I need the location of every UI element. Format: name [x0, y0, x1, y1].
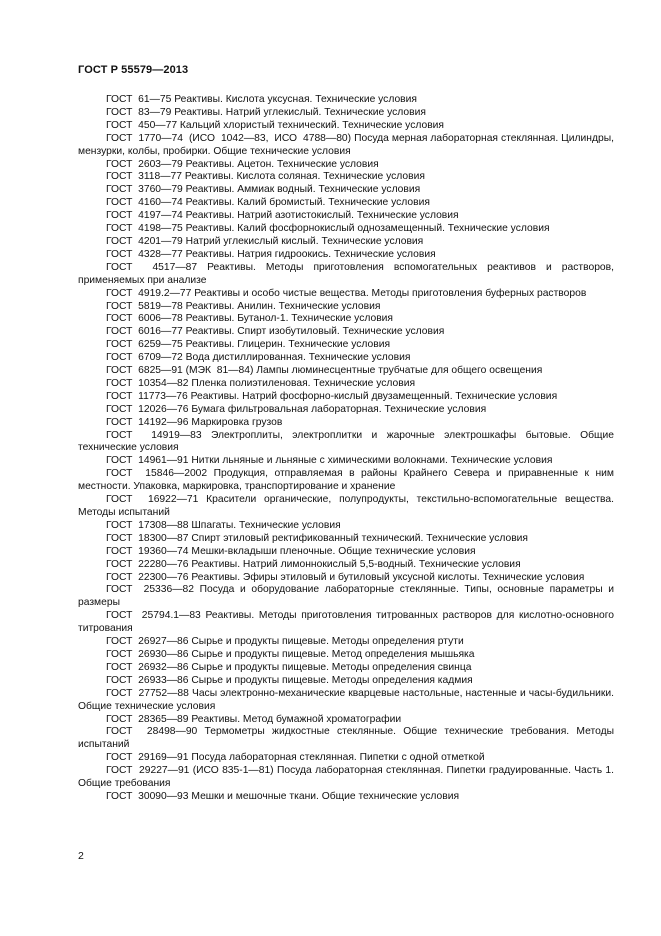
reference-title: Лампы люминесцентные трубчатые для общего освещения [256, 365, 543, 377]
reference-code: ГОСТ 4198—75 [106, 223, 183, 235]
reference-code: ГОСТ 26927—86 [106, 636, 189, 648]
reference-code: ГОСТ 28365—89 [106, 713, 189, 725]
reference-entry [78, 791, 614, 804]
reference-code: ГОСТ 14919—83 [106, 429, 202, 441]
reference-title: Спирт этиловый ректификованный технический. Технические условия [191, 532, 528, 544]
reference-entry [78, 752, 614, 765]
reference-title: Посуда мерная лабораторная стеклянная. Цилиндры, мензурки, колбы, пробирки. Общие технические условия [78, 132, 614, 157]
reference-entry [78, 714, 614, 727]
reference-title: Сырье и продукты пищевые. Методы определения ртути [191, 636, 464, 648]
reference-code: ГОСТ 27752—88 [106, 687, 189, 699]
reference-code: ГОСТ 17308—88 [106, 519, 189, 531]
reference-entry [78, 546, 614, 559]
reference-code: ГОСТ 25336—82 [106, 584, 194, 596]
reference-title: Реактивы. Ацетон. Технические условия [185, 158, 379, 170]
reference-entry [78, 455, 614, 468]
reference-code: ГОСТ 1770—74 (ИСО 1042—83, ИСО 4788—80) [106, 132, 352, 144]
reference-entry [78, 352, 614, 365]
reference-entry [78, 649, 614, 662]
reference-code: ГОСТ 22300—76 [106, 571, 189, 583]
reference-title: Реактивы. Анилин. Технические условия [185, 300, 381, 312]
reference-entry [78, 365, 614, 378]
reference-code: ГОСТ 4919.2—77 [106, 287, 192, 299]
reference-code: ГОСТ 4517—87 [106, 261, 198, 273]
reference-entry [78, 339, 614, 352]
reference-title: Реактивы. Кислота уксусная. Технические условия [174, 94, 417, 105]
reference-title: Реактивы и особо чистые вещества. Методы приготовления буферных растворов [194, 287, 587, 299]
reference-entry [78, 494, 614, 520]
reference-title: Кальций хлористый технический. Технические условия [179, 119, 445, 131]
reference-title: Мешки-вкладыши пленочные. Общие технические условия [191, 545, 476, 557]
reference-entry [78, 404, 614, 417]
reference-title: Реактивы. Калий бромистый. Технические условия [185, 197, 430, 209]
reference-code: ГОСТ 3760—79 [106, 184, 183, 196]
reference-code: ГОСТ 4328—77 [106, 248, 183, 260]
reference-entry [78, 197, 614, 210]
reference-entry [78, 326, 614, 339]
reference-entry [78, 584, 614, 610]
reference-entry [78, 120, 614, 133]
reference-code: ГОСТ 6709—72 [106, 352, 183, 364]
reference-code: ГОСТ 10354—82 [106, 377, 189, 389]
reference-title: Маркировка грузов [191, 416, 283, 428]
reference-title: Сырье и продукты пищевые. Методы определения кадмия [191, 674, 473, 686]
reference-code: ГОСТ 11773—76 [106, 390, 188, 402]
reference-code: ГОСТ 6016—77 [106, 326, 183, 338]
reference-title: Шпагаты. Технические условия [191, 519, 341, 531]
reference-title: Реактивы. Натрий углекислый. Технические условия [174, 106, 426, 118]
reference-entry [78, 688, 614, 714]
reference-title: Реактивы. Глицерин. Технические условия [185, 339, 391, 351]
reference-code: ГОСТ 450—77 [106, 119, 178, 131]
reference-code: ГОСТ 30090—93 [106, 790, 189, 802]
reference-entry [78, 430, 614, 456]
reference-title: Реактивы. Кислота соляная. Технические условия [184, 171, 425, 183]
reference-title: Продукция, отправляемая в районы Крайнего Севера и приравненные к ним местности. Упаковка, маркировка, транспортирование и хранение [78, 468, 614, 493]
reference-entry [78, 417, 614, 430]
reference-entry [78, 765, 614, 791]
reference-code: ГОСТ 6006—78 [106, 313, 183, 325]
reference-code: ГОСТ 28498—90 [106, 726, 198, 738]
reference-title: Термометры жидкостные стеклянные. Общие технические требования. Методы испытаний [78, 726, 614, 751]
reference-code: ГОСТ 14961—91 [106, 455, 189, 467]
reference-code: ГОСТ 83—79 [106, 106, 172, 118]
reference-code: ГОСТ 4160—74 [106, 197, 183, 209]
reference-code: ГОСТ 29169—91 [106, 752, 189, 764]
reference-title: Реактивы. Натрия гидроокись. Технические условия [185, 248, 436, 260]
reference-code: ГОСТ 26930—86 [106, 648, 189, 660]
normative-references-list [78, 94, 614, 804]
reference-entry [78, 675, 614, 688]
reference-title: Реактивы. Методы приготовления вспомогательных реактивов и растворов, применяемых при анализе [78, 261, 614, 286]
reference-entry [78, 726, 614, 752]
reference-code: ГОСТ 12026—76 [106, 403, 189, 415]
reference-title: Реактивы. Эфиры этиловый и бутиловый уксусной кислоты. Технические условия [191, 571, 585, 583]
reference-code: ГОСТ 4197—74 [106, 210, 183, 222]
reference-entry [78, 210, 614, 223]
reference-code: ГОСТ 22280—76 [106, 558, 189, 570]
reference-title: Бумага фильтровальная лабораторная. Технические условия [191, 403, 487, 415]
reference-entry [78, 520, 614, 533]
reference-code: ГОСТ 25794.1—83 [106, 610, 201, 622]
reference-entry [78, 133, 614, 159]
reference-entry [78, 249, 614, 262]
reference-title: Вода дистиллированная. Технические условия [185, 352, 411, 364]
reference-entry [78, 636, 614, 649]
reference-code: ГОСТ 19360—74 [106, 545, 189, 557]
document-header: ГОСТ Р 55579—2013 [78, 64, 189, 76]
reference-code: ГОСТ 26933—86 [106, 674, 189, 686]
reference-title: Посуда лабораторная стеклянная. Пипетки градуированные. Часть 1. Общие требования [78, 765, 614, 790]
reference-title: Реактивы. Методы приготовления титрованных растворов для кислотно-основного титрования [78, 610, 614, 635]
reference-entry [78, 159, 614, 172]
reference-code: ГОСТ 26932—86 [106, 661, 189, 673]
reference-entry [78, 533, 614, 546]
reference-entry [78, 223, 614, 236]
reference-title: Реактивы. Калий фосфорнокислый однозамещенный. Технические условия [185, 223, 550, 235]
reference-entry [78, 572, 614, 585]
reference-entry [78, 559, 614, 572]
reference-title: Электроплиты, электроплитки и жарочные электрошкафы бытовые. Общие технические условия [78, 429, 614, 454]
reference-code: ГОСТ 61—75 [106, 94, 172, 105]
reference-code: ГОСТ 29227—91 (ИСО 835-1—81) [106, 765, 274, 777]
reference-entry [78, 378, 614, 391]
reference-entry [78, 184, 614, 197]
page-number: 2 [78, 850, 84, 862]
reference-code: ГОСТ 4201—79 [106, 235, 183, 247]
reference-code: ГОСТ 3118—77 [106, 171, 183, 183]
reference-entry [78, 94, 614, 107]
reference-code: ГОСТ 15846—2002 [106, 468, 208, 480]
reference-title: Реактивы. Натрий азотистокислый. Технические условия [185, 210, 459, 222]
reference-entry [78, 301, 614, 314]
reference-entry [78, 236, 614, 249]
reference-title: Реактивы. Спирт изобутиловый. Технические условия [185, 326, 445, 338]
reference-title: Реактивы. Бутанол-1. Технические условия [185, 313, 393, 325]
reference-code: ГОСТ 18300—87 [106, 532, 189, 544]
reference-entry [78, 171, 614, 184]
reference-title: Реактивы. Аммиак водный. Технические условия [185, 184, 421, 196]
reference-entry [78, 662, 614, 675]
reference-title: Сырье и продукты пищевые. Метод определения мышьяка [191, 648, 475, 660]
reference-title: Реактивы. Натрий лимоннокислый 5,5-водный. Технические условия [191, 558, 521, 570]
reference-title: Сырье и продукты пищевые. Методы определения свинца [191, 661, 472, 673]
reference-title: Посуда лабораторная стеклянная. Пипетки с одной отметкой [191, 752, 485, 764]
reference-entry [78, 391, 614, 404]
reference-entry [78, 107, 614, 120]
reference-title: Пленка полиэтиленовая. Технические условия [191, 377, 416, 389]
reference-code: ГОСТ 2603—79 [106, 158, 183, 170]
reference-title: Красители органические, полупродукты, текстильно-вспомогательные вещества. Методы испытаний [78, 494, 614, 518]
reference-code: ГОСТ 6825—91 (МЭК 81—84) [106, 365, 254, 377]
reference-entry [78, 610, 614, 636]
reference-title: Натрий углекислый кислый. Технические условия [185, 235, 424, 247]
reference-code: ГОСТ 6259—75 [106, 339, 183, 351]
reference-title: Реактивы. Метод бумажной хроматографии [191, 713, 402, 725]
reference-title: Часы электронно-механические кварцевые настольные, настенные и часы-будильники. Общие технические условия [78, 687, 614, 712]
reference-entry [78, 313, 614, 326]
reference-code: ГОСТ 16922—71 [106, 494, 199, 506]
reference-title: Мешки и мешочные ткани. Общие технические условия [191, 790, 460, 802]
reference-entry [78, 468, 614, 494]
reference-title: Нитки льняные и льняные с химическими волокнами. Технические условия [191, 455, 553, 467]
reference-title: Реактивы. Натрий фосфорно-кислый двузамещенный. Технические условия [190, 390, 558, 402]
reference-title: Посуда и оборудование лабораторные стеклянные. Типы, основные параметры и размеры [78, 584, 615, 609]
reference-code: ГОСТ 14192—96 [106, 416, 189, 428]
reference-code: ГОСТ 5819—78 [106, 300, 183, 312]
reference-entry [78, 262, 614, 288]
reference-entry [78, 288, 614, 301]
